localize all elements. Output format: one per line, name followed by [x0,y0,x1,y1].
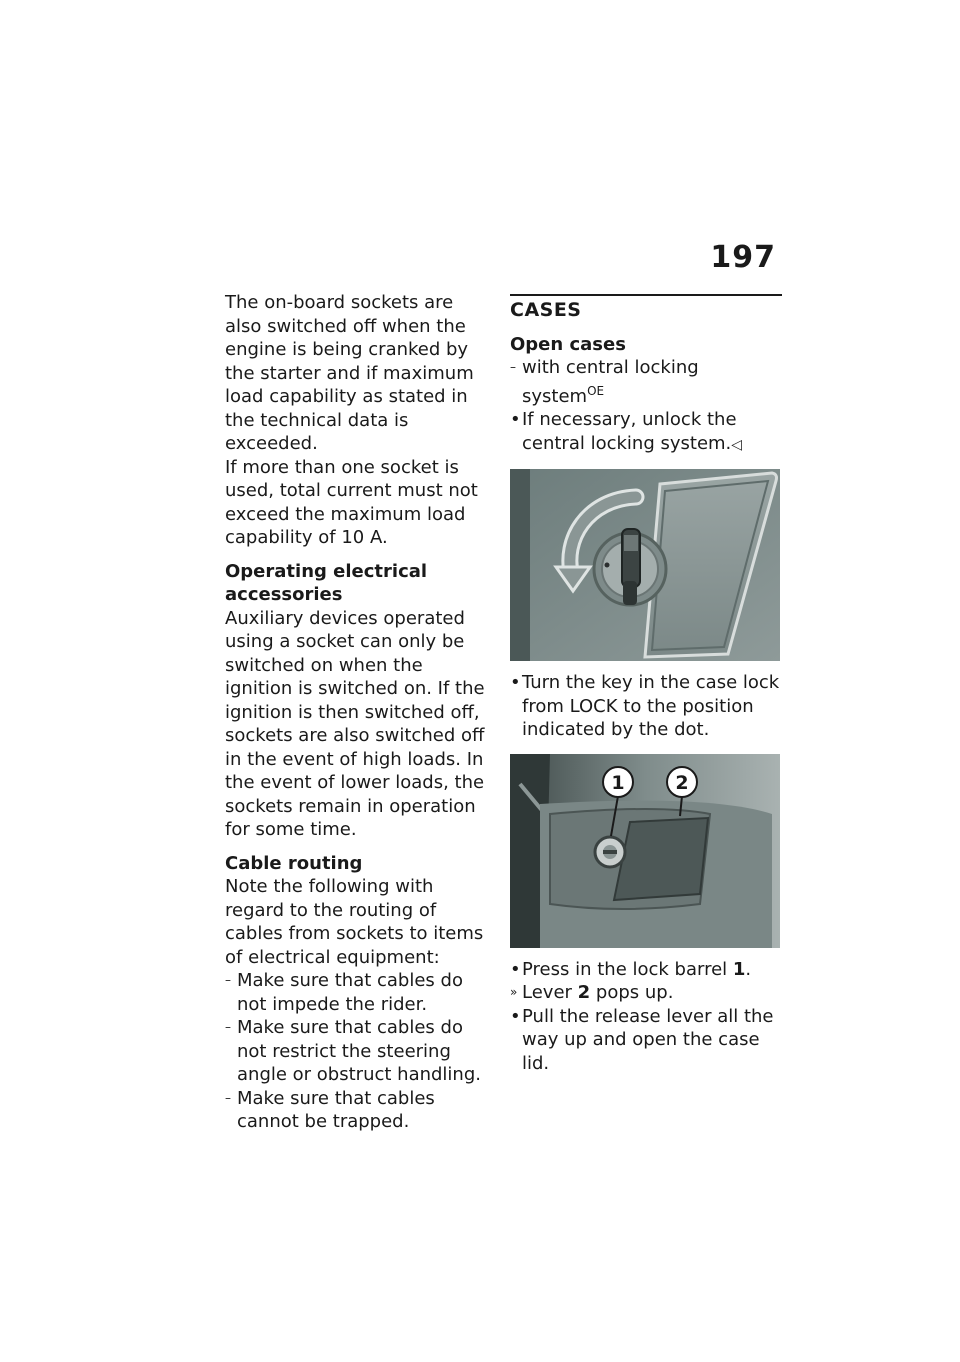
step-pull-lever: • Pull the release lever all the way up and open the case lid. [510,1005,782,1076]
section-title: CASES [510,299,582,321]
optional-equipment-mark: OE [587,383,605,398]
step-turn-key: • Turn the key in the case lock from LOCK to the position indicated by the dot. [510,671,782,742]
heading-operating-accessories: Operating electrical accessories [225,560,428,605]
lock-barrel-lever-figure [510,754,780,948]
section-divider [510,294,782,296]
step-press-number: 1 [732,958,746,980]
list-item: – Make sure that cables do not restrict the steering angle or obstruct handling. [225,1016,493,1087]
heading-open-cases: Open cases [510,333,626,355]
step-press-barrel [510,958,782,982]
result-number: 2 [577,982,591,1003]
callout-2: 2 [675,771,689,794]
callout-1: 1 [611,771,625,794]
step-unlock-text: If necessary, unlock the central locking system. [522,409,737,454]
paragraph-max-current: If more than one socket is used, total current must not exceed the maximum load capability of 10 A. [225,456,478,548]
result-end: pops up. [590,982,674,1003]
heading-cable-routing: Cable routing [225,852,363,874]
list-item: – Make sure that cables do not impede the rider. [225,969,493,1016]
step-press-end: . [745,958,752,980]
list-item: – Make sure that cables cannot be trapped. [225,1087,493,1134]
condition-central-locking [510,356,782,408]
step-press-text: Press in the lock barrel [522,958,733,980]
end-of-condition-icon: ◁ [731,436,743,453]
step-unlock [510,408,782,457]
paragraph-sockets-off: The on-board sockets are also switched off when the engine is being cranked by the starter and if maximum load capability as stated in the technical data is exceeded. [225,292,474,454]
right-column [510,291,782,1075]
page-number: 197 [710,240,776,275]
condition-text: with central locking system [522,357,699,407]
paragraph-cable-note: Note the following with regard to the routing of cables from sockets to items of electrical equipment: [225,876,484,968]
paragraph-auxiliary-devices: Auxiliary devices operated using a socket can only be switched on when the ignition is switched on. If the ignition is then switched off, sockets are also switched off in the event of high loads. In the event of lower loads, the sockets remain in operation for some time. [225,607,485,840]
result-lever-pops [510,981,782,1005]
left-column [225,291,493,1134]
case-lock-key-figure [510,469,780,661]
result-text: Lever [522,982,578,1003]
